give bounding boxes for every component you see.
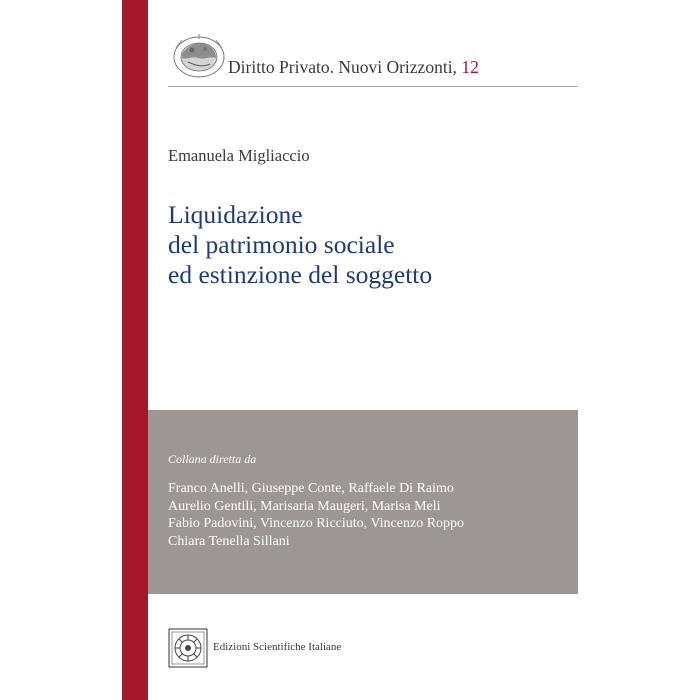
- ornamental-rosette-icon: [167, 627, 209, 669]
- board-name-line: Chiara Tenella Sillani: [168, 533, 290, 549]
- title-line: del patrimonio sociale: [168, 230, 395, 259]
- board-name-line: Franco Anelli, Giuseppe Conte, Raffaele Di Raimo: [168, 481, 454, 496]
- book-title: [168, 200, 432, 290]
- editorial-board-panel: [148, 410, 578, 594]
- publisher-name: Edizioni Scientifiche Italiane: [213, 641, 342, 653]
- series-name: Diritto Privato. Nuovi Orizzonti,: [228, 57, 457, 77]
- board-names: [168, 480, 464, 550]
- board-label: Collana diretta da: [168, 452, 257, 466]
- title-line: Liquidazione: [168, 200, 303, 229]
- engraved-globe-emblem-icon: [170, 30, 228, 82]
- title-line: ed estinzione del soggetto: [168, 260, 433, 289]
- board-name-line: Fabio Padovini, Vincenzo Ricciuto, Vincenzo Roppo: [168, 516, 465, 531]
- series-number: 12: [461, 57, 479, 77]
- header-divider: [168, 86, 578, 87]
- book-cover: [122, 0, 578, 700]
- board-name-line: Aurelio Gentili, Marisaria Maugeri, Marisa Meli: [168, 498, 441, 514]
- series-title: [228, 57, 479, 78]
- cover-spine-band: [122, 0, 148, 700]
- author-name: Emanuela Migliaccio: [168, 146, 310, 165]
